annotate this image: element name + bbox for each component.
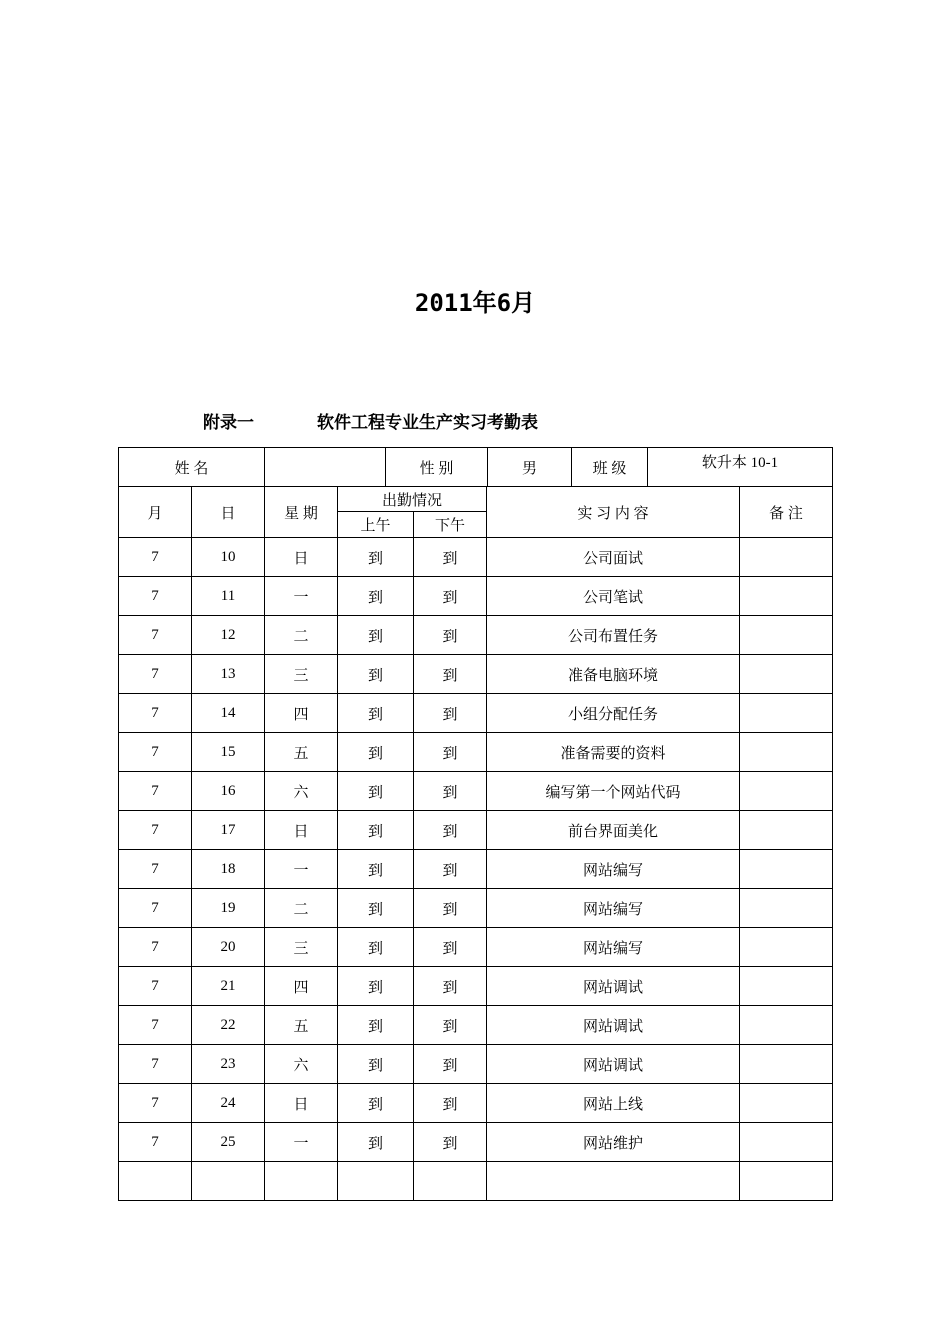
- cell-content: 小组分配任务: [487, 694, 740, 733]
- cell-content: 前台界面美化: [487, 811, 740, 850]
- cell-afternoon: 到: [414, 1084, 487, 1123]
- cell-content: 网站上线: [487, 1084, 740, 1123]
- table-row: [119, 1123, 833, 1162]
- table-row: [119, 616, 833, 655]
- cell-afternoon: 到: [414, 616, 487, 655]
- table-row: [119, 967, 833, 1006]
- cell-note: [740, 1162, 833, 1201]
- table-row: [119, 889, 833, 928]
- cell-weekday: 一: [265, 1123, 338, 1162]
- cell-content: 网站调试: [487, 1006, 740, 1045]
- cell-month: 7: [119, 1006, 192, 1045]
- cell-content: 网站调试: [487, 967, 740, 1006]
- cell-weekday: 六: [265, 1045, 338, 1084]
- cell-content: 准备电脑环境: [487, 655, 740, 694]
- cell-afternoon: 到: [414, 1045, 487, 1084]
- cell-day: 10: [192, 538, 265, 577]
- cell-month: 7: [119, 1084, 192, 1123]
- cell-day: 21: [192, 967, 265, 1006]
- cell-afternoon: 到: [414, 655, 487, 694]
- cell-content: 网站维护: [487, 1123, 740, 1162]
- cell-note: [740, 850, 833, 889]
- cell-weekday: 二: [265, 616, 338, 655]
- cell-month: 7: [119, 655, 192, 694]
- student-info-table: [118, 447, 833, 487]
- table-row: [119, 772, 833, 811]
- cell-note: [740, 655, 833, 694]
- cell-note: [740, 1123, 833, 1162]
- cell-weekday: 日: [265, 811, 338, 850]
- table-row: [119, 1006, 833, 1045]
- cell-afternoon: 到: [414, 733, 487, 772]
- cell-month: 7: [119, 889, 192, 928]
- cell-afternoon: 到: [414, 694, 487, 733]
- cell-month: 7: [119, 694, 192, 733]
- cell-afternoon: 到: [414, 772, 487, 811]
- cell-morning: 到: [338, 538, 414, 577]
- cell-weekday: 三: [265, 655, 338, 694]
- cell-morning: 到: [338, 1123, 414, 1162]
- cell-morning: 到: [338, 967, 414, 1006]
- cell-morning: [338, 1162, 414, 1201]
- class-label: 班 级: [572, 448, 648, 487]
- cell-day: 19: [192, 889, 265, 928]
- table-row: [119, 538, 833, 577]
- notes-header: 备 注: [740, 487, 833, 538]
- table-row: [119, 811, 833, 850]
- cell-content: 公司面试: [487, 538, 740, 577]
- table-row: [119, 928, 833, 967]
- cell-month: 7: [119, 733, 192, 772]
- afternoon-header: 下午: [414, 512, 487, 538]
- cell-month: [119, 1162, 192, 1201]
- cell-note: [740, 577, 833, 616]
- cell-month: 7: [119, 538, 192, 577]
- cell-weekday: 三: [265, 928, 338, 967]
- cell-morning: 到: [338, 1045, 414, 1084]
- cell-morning: 到: [338, 889, 414, 928]
- cell-month: 7: [119, 967, 192, 1006]
- table-title: [203, 408, 538, 433]
- gender-label: 性 别: [386, 448, 488, 487]
- cell-note: [740, 889, 833, 928]
- table-row: [119, 850, 833, 889]
- cell-note: [740, 967, 833, 1006]
- cell-afternoon: 到: [414, 967, 487, 1006]
- table-row: [119, 694, 833, 733]
- cell-weekday: 日: [265, 1084, 338, 1123]
- cell-weekday: 六: [265, 772, 338, 811]
- cell-afternoon: [414, 1162, 487, 1201]
- cell-day: 20: [192, 928, 265, 967]
- cell-month: 7: [119, 811, 192, 850]
- cell-weekday: [265, 1162, 338, 1201]
- cell-afternoon: 到: [414, 850, 487, 889]
- day-header: 日: [192, 487, 265, 538]
- cell-weekday: 四: [265, 694, 338, 733]
- cell-day: 22: [192, 1006, 265, 1045]
- table-row: [119, 1045, 833, 1084]
- cell-afternoon: 到: [414, 889, 487, 928]
- cell-note: [740, 1045, 833, 1084]
- cell-content: 网站编写: [487, 928, 740, 967]
- cell-afternoon: 到: [414, 1123, 487, 1162]
- cell-morning: 到: [338, 1006, 414, 1045]
- cell-day: 16: [192, 772, 265, 811]
- cell-note: [740, 1006, 833, 1045]
- table-row: [119, 655, 833, 694]
- cell-month: 7: [119, 1045, 192, 1084]
- cell-note: [740, 1084, 833, 1123]
- cell-note: [740, 694, 833, 733]
- cell-note: [740, 538, 833, 577]
- cell-content: 网站调试: [487, 1045, 740, 1084]
- cell-month: 7: [119, 1123, 192, 1162]
- content-header: 实 习 内 容: [487, 487, 740, 538]
- table-row: [119, 1084, 833, 1123]
- cell-content: 公司布置任务: [487, 616, 740, 655]
- cell-month: 7: [119, 928, 192, 967]
- cell-note: [740, 733, 833, 772]
- cell-weekday: 一: [265, 850, 338, 889]
- morning-header: 上午: [338, 512, 414, 538]
- cell-weekday: 日: [265, 538, 338, 577]
- cell-day: [192, 1162, 265, 1201]
- cell-afternoon: 到: [414, 1006, 487, 1045]
- cell-month: 7: [119, 616, 192, 655]
- month-header: 月: [119, 487, 192, 538]
- attendance-table: [118, 486, 833, 1201]
- class-value: 软升本 10-1: [648, 448, 833, 487]
- name-value: [265, 448, 386, 487]
- cell-morning: 到: [338, 1084, 414, 1123]
- weekday-header: 星 期: [265, 487, 338, 538]
- cell-day: 17: [192, 811, 265, 850]
- name-label: 姓 名: [119, 448, 265, 487]
- cell-weekday: 五: [265, 733, 338, 772]
- cell-afternoon: 到: [414, 811, 487, 850]
- cell-day: 11: [192, 577, 265, 616]
- cell-month: 7: [119, 850, 192, 889]
- cell-weekday: 二: [265, 889, 338, 928]
- cell-note: [740, 772, 833, 811]
- cell-day: 24: [192, 1084, 265, 1123]
- appendix-label: 附录一: [203, 413, 254, 433]
- cell-morning: 到: [338, 928, 414, 967]
- cell-morning: 到: [338, 694, 414, 733]
- cell-day: 13: [192, 655, 265, 694]
- cell-day: 18: [192, 850, 265, 889]
- cell-afternoon: 到: [414, 928, 487, 967]
- table-title-text: 软件工程专业生产实习考勤表: [317, 413, 538, 433]
- cell-morning: 到: [338, 733, 414, 772]
- cell-month: 7: [119, 577, 192, 616]
- cell-morning: 到: [338, 772, 414, 811]
- cell-weekday: 五: [265, 1006, 338, 1045]
- cell-note: [740, 928, 833, 967]
- cell-day: 25: [192, 1123, 265, 1162]
- date-heading: 2011年6月: [414, 289, 536, 317]
- cell-month: 7: [119, 772, 192, 811]
- cell-content: 公司笔试: [487, 577, 740, 616]
- cell-day: 23: [192, 1045, 265, 1084]
- cell-content: 编写第一个网站代码: [487, 772, 740, 811]
- table-row: [119, 1162, 833, 1201]
- cell-note: [740, 616, 833, 655]
- cell-afternoon: 到: [414, 538, 487, 577]
- cell-morning: 到: [338, 616, 414, 655]
- cell-morning: 到: [338, 811, 414, 850]
- cell-content: 网站编写: [487, 850, 740, 889]
- cell-day: 14: [192, 694, 265, 733]
- cell-note: [740, 811, 833, 850]
- cell-morning: 到: [338, 655, 414, 694]
- attendance-rows: [119, 538, 833, 1201]
- table-row: [119, 577, 833, 616]
- attendance-header: 出勤情况: [338, 487, 487, 512]
- cell-content: 准备需要的资料: [487, 733, 740, 772]
- cell-morning: 到: [338, 577, 414, 616]
- gender-value: 男: [488, 448, 572, 487]
- cell-weekday: 一: [265, 577, 338, 616]
- cell-content: [487, 1162, 740, 1201]
- cell-morning: 到: [338, 850, 414, 889]
- cell-day: 12: [192, 616, 265, 655]
- cell-day: 15: [192, 733, 265, 772]
- cell-weekday: 四: [265, 967, 338, 1006]
- cell-afternoon: 到: [414, 577, 487, 616]
- cell-content: 网站编写: [487, 889, 740, 928]
- table-row: [119, 733, 833, 772]
